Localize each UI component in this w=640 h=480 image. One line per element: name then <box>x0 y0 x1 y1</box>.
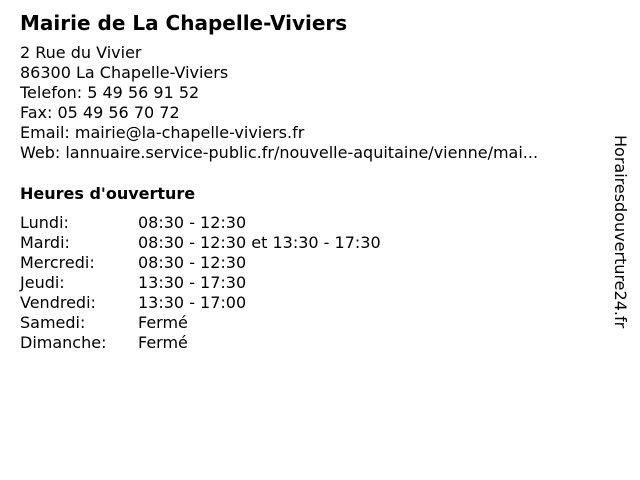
page-title: Mairie de La Chapelle-Viviers <box>20 11 348 35</box>
city-address: 86300 La Chapelle-Viviers <box>20 63 229 82</box>
time-value: 13:30 - 17:00 <box>138 293 247 312</box>
time-value: 13:30 - 17:30 <box>138 273 247 292</box>
hours-heading: Heures d'ouverture <box>20 184 196 203</box>
day-label: Mardi: <box>20 233 70 252</box>
day-label: Dimanche: <box>20 333 107 352</box>
website-link: Web: lannuaire.service-public.fr/nouvelle-aquitaine/vienne/mai... <box>20 143 539 162</box>
day-label: Samedi: <box>20 313 86 332</box>
day-label: Jeudi: <box>20 273 65 292</box>
email-address: Email: mairie@la-chapelle-viviers.fr <box>20 123 305 142</box>
day-label: Mercredi: <box>20 253 95 272</box>
phone-number: Telefon: 5 49 56 91 52 <box>20 83 200 102</box>
day-label: Lundi: <box>20 213 69 232</box>
time-value: 08:30 - 12:30 <box>138 253 247 272</box>
street-address: 2 Rue du Vivier <box>20 43 142 62</box>
fax-number: Fax: 05 49 56 70 72 <box>20 103 180 122</box>
address-block <box>20 43 538 163</box>
site-watermark: Horairesdouverture24.fr <box>611 135 630 329</box>
time-value: Fermé <box>138 313 188 332</box>
day-label: Vendredi: <box>20 293 96 312</box>
time-value: 08:30 - 12:30 et 13:30 - 17:30 <box>138 233 381 252</box>
time-value: 08:30 - 12:30 <box>138 213 247 232</box>
time-value: Fermé <box>138 333 188 352</box>
